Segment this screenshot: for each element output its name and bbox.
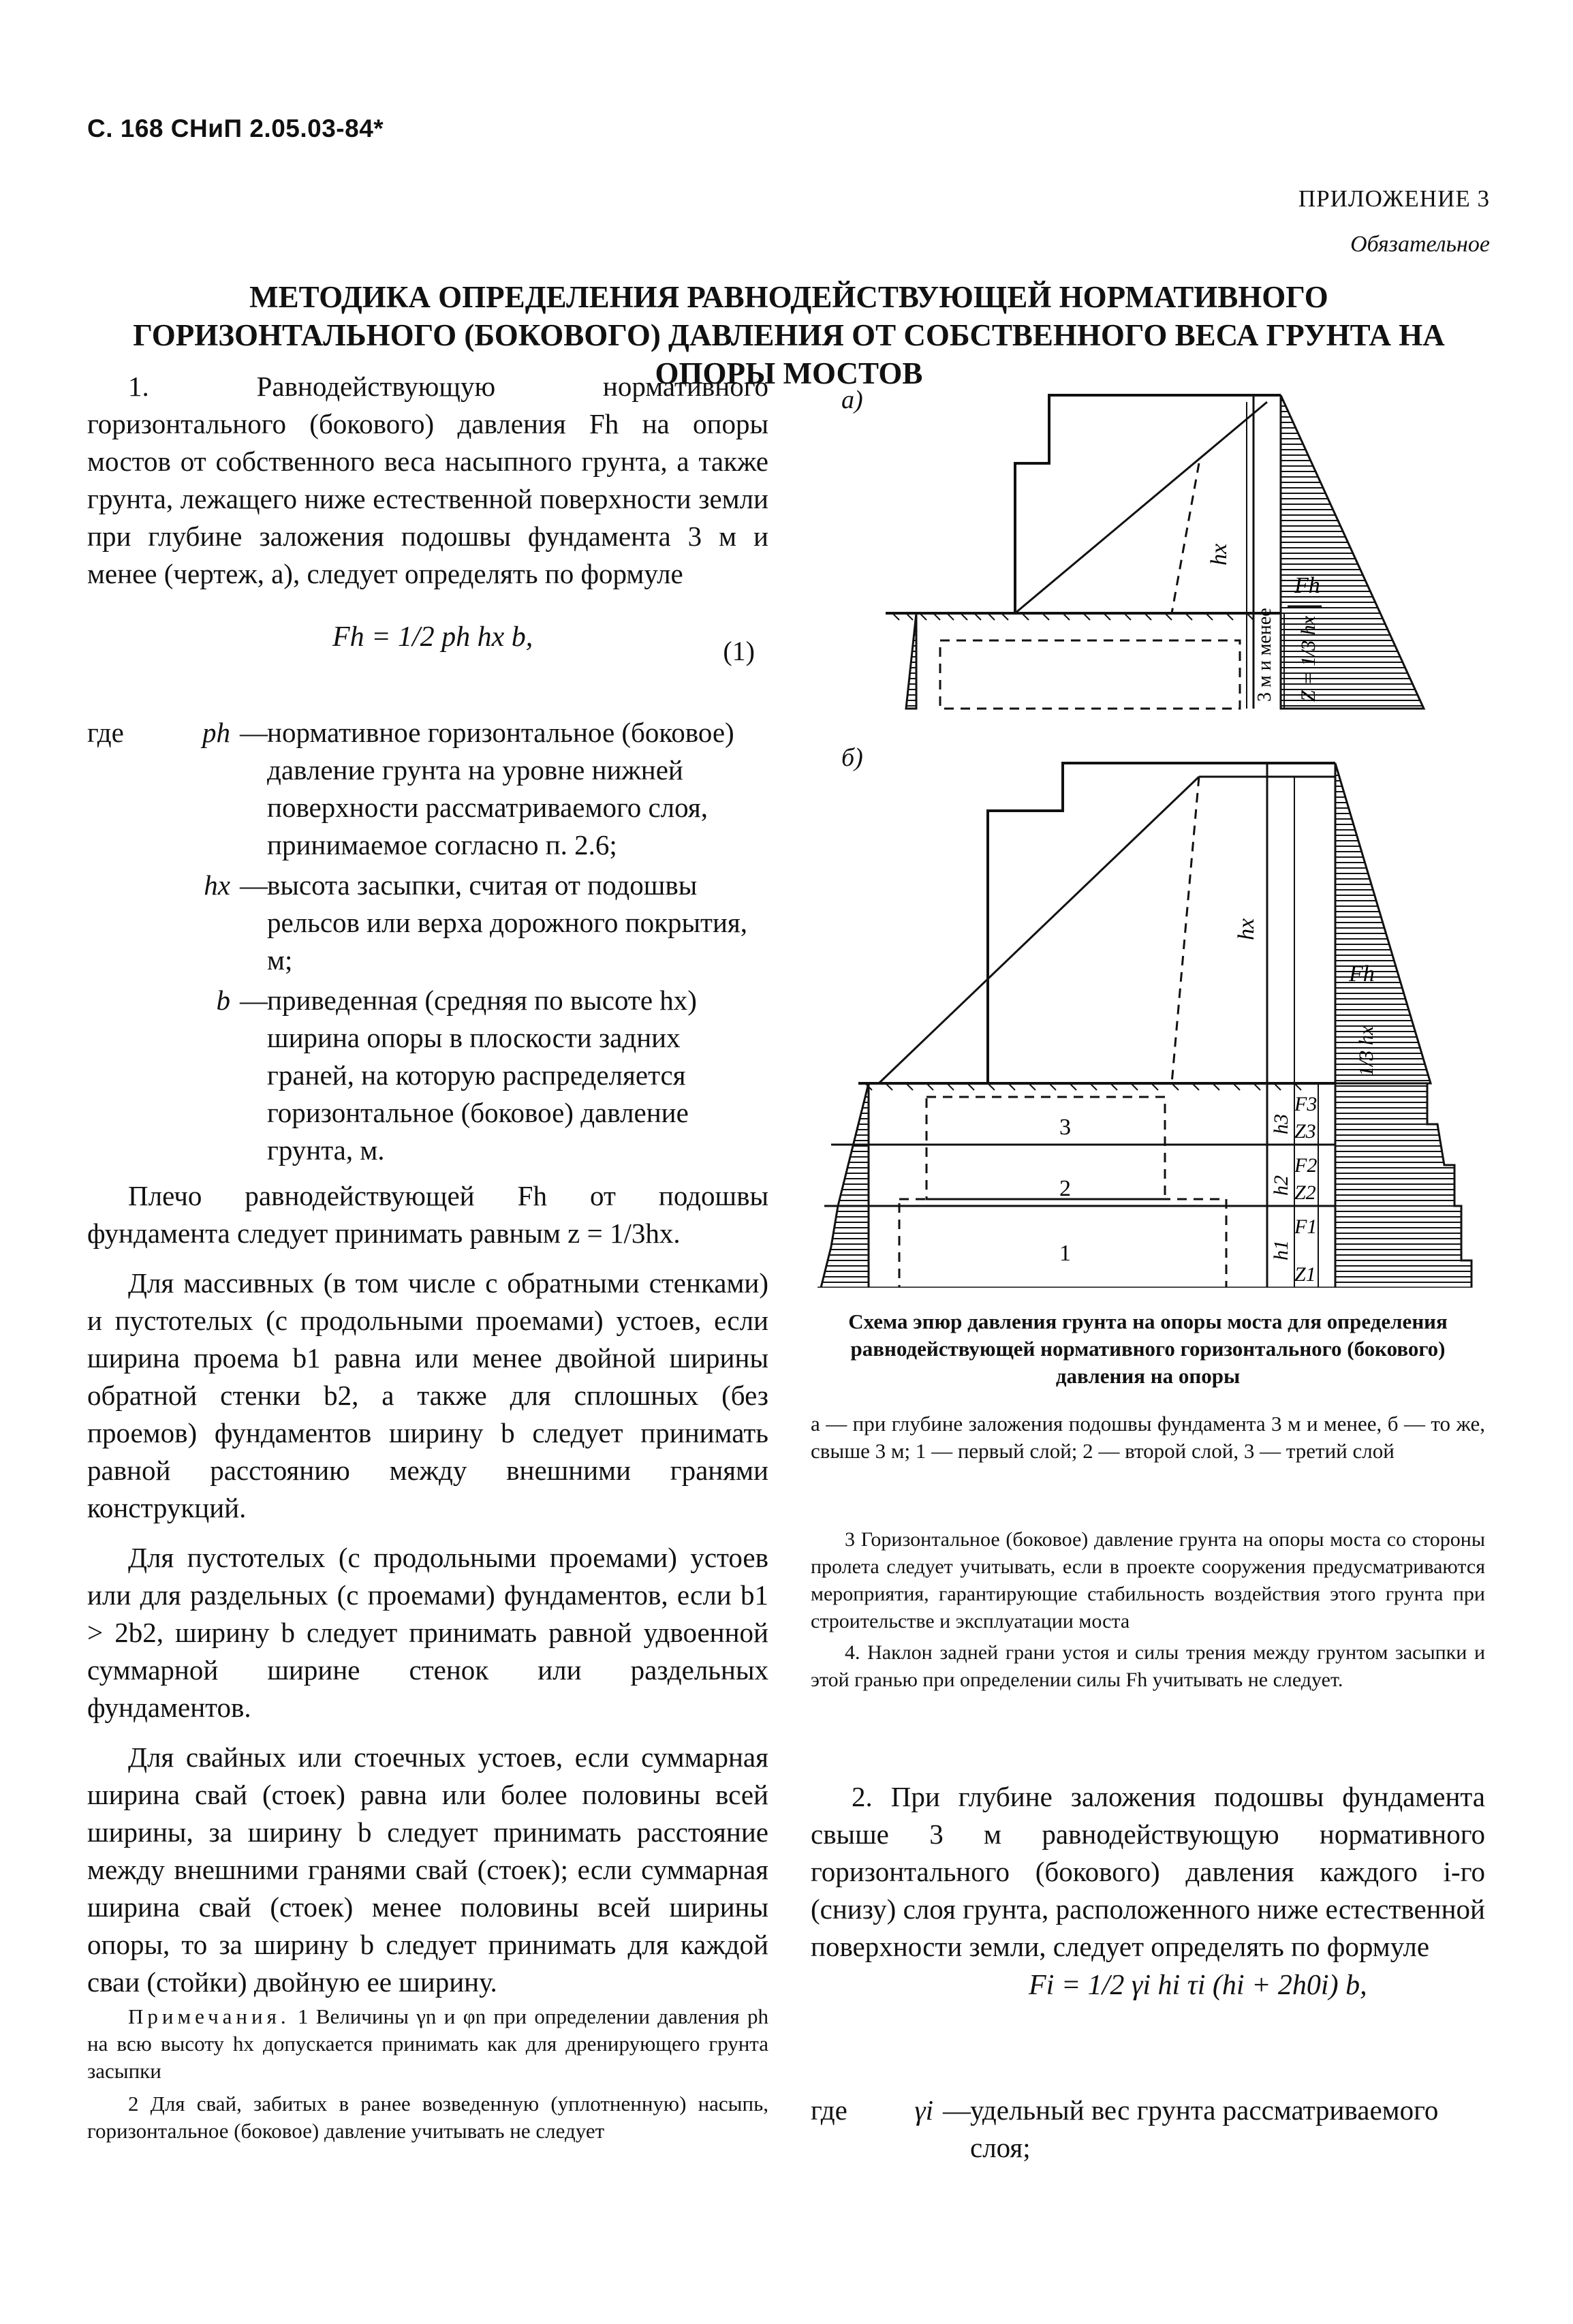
- label-layer-3: 3: [1059, 1115, 1071, 1140]
- formula-1-number: (1): [723, 636, 755, 666]
- definition-text: нормативное горизонтальное (боковое) давление грунта на уровне нижней поверхности рассматриваемого слоя, принимаемое согласно п. 2.6;: [267, 717, 734, 861]
- definition-text: удельный вес грунта рассматриваемого слоя;: [970, 2094, 1439, 2163]
- paragraph-1: 1. Равнодействующую нормативного горизонтального (бокового) давления Fh на опоры мостов от собственного веса насыпного грунта, а также грунта, лежащего ниже естественной поверхности земли при глубине заложения подошвы фундамента 3 м и менее (чертеж, а), следует определять по формуле: [87, 371, 768, 589]
- note-4: 4. Наклон задней грани устоя и силы трения между грунтом засыпки и этой гранью при определении силы Fh учитывать не следует.: [811, 1641, 1485, 1691]
- paragraph-3: Для массивных (в том числе с обратными стенками) и пустотелых (с продольными проемами) устоев, если ширина проема b1 равна или менее двойной ширины обратной стенки b2, а также для сплошных (без проемов) фундаментов ширину b следует принимать равной расстоянию между внешними гранями конструкций.: [87, 1267, 768, 1523]
- label-f3: F3: [1294, 1093, 1318, 1115]
- page-header: С. 168 СНиП 2.05.03-84*: [87, 114, 384, 142]
- label-fh-b: Fh: [1349, 961, 1375, 987]
- paragraph-4: Для пустотелых (с продольными проемами) устоев или для раздельных (с проемами) фундаментов, если b1 > 2b2, ширину b следует принимать равной удвоенной суммарной ширине стенок или раздельных фундаментов.: [87, 1542, 768, 1723]
- where-label: где: [811, 2094, 847, 2126]
- label-z1: Z1: [1294, 1263, 1316, 1286]
- label-layer-1: 1: [1059, 1241, 1071, 1266]
- appendix-label: ПРИЛОЖЕНИЕ 3: [1298, 185, 1490, 212]
- paragraph-2: Плечо равнодействующей Fh от подошвы фундамента следует принимать равным z = 1/3hx.: [87, 1180, 768, 1249]
- paragraph-section-2: 2. При глубине заложения подошвы фундамента свыше 3 м равнодействующую нормативного горизонтального (бокового) давления каждого i-го (снизу) слоя грунта, расположенного ниже естественной поверхности земли, следует определять по формуле: [811, 1781, 1485, 1962]
- figure-b-diagram: [817, 756, 1485, 1288]
- definition-dash: —: [240, 869, 268, 901]
- definition-item: [87, 982, 768, 1169]
- definition-symbol: ph: [202, 717, 230, 748]
- formula-1-expression: Fh = 1/2 ph hx b,: [332, 621, 533, 653]
- label-f1: F1: [1294, 1215, 1318, 1238]
- label-hx-b: hx: [1234, 918, 1259, 940]
- figure-a-label: а): [841, 386, 863, 414]
- definition-text: приведенная (средняя по высоте hx) ширина опоры в плоскости задних граней, на которую распределяется горизонтальное (боковое) давление грунта, м.: [267, 985, 697, 1166]
- label-fh-a: Fh: [1294, 573, 1320, 598]
- definition-symbol: hx: [204, 869, 230, 901]
- figure-caption: Схема эпюр давления грунта на опоры моста для определения равнодействующей нормативного горизонтального (бокового) давления на опоры: [848, 1310, 1448, 1388]
- definition-item: [87, 714, 768, 864]
- definitions-list: [87, 714, 768, 1169]
- appendix-status: Обязательное: [1350, 232, 1490, 257]
- figure-b-label: б): [841, 743, 863, 772]
- label-h1: h1: [1270, 1240, 1292, 1260]
- left-column: [87, 368, 768, 2013]
- label-depth-a: 3 м и менее: [1254, 608, 1275, 702]
- note-1: [87, 2003, 768, 2085]
- figure-a-diagram: [886, 382, 1485, 722]
- label-layer-2: 2: [1059, 1176, 1071, 1201]
- document-title: МЕТОДИКА ОПРЕДЕЛЕНИЯ РАВНОДЕЙСТВУЮЩЕЙ НОРМАТИВНОГО ГОРИЗОНТАЛЬНОГО (БОКОВОГО) ДАВЛЕНИЯ ОТ СОБСТВЕННОГО ВЕСА ГРУНТА НА ОПОРЫ МОСТОВ: [133, 280, 1445, 390]
- label-one-third: 1/3 hx: [1355, 1025, 1377, 1076]
- section-2: [811, 1778, 1485, 1966]
- label-h3: h3: [1270, 1114, 1292, 1134]
- formula-2: Fi = 1/2 γi hi τi (hi + 2h0i) b,: [1029, 1970, 1367, 2001]
- definition-dash: —: [240, 985, 268, 1016]
- definitions-list-2: [811, 2092, 1485, 2169]
- note-2: 2 Для свай, забитых в ранее возведенную (уплотненную) насыпь, горизонтальное (боковое) давление учитывать не следует: [87, 2092, 768, 2143]
- label-h2: h2: [1270, 1175, 1292, 1196]
- paragraph-5: Для свайных или стоечных устоев, если суммарная ширина свай (стоек) равна или более половины всей ширины, за ширину b следует принимать расстояние между внешними гранями свай (стоек); если суммарная ширина свай (стоек) менее половины всей ширины опоры, то за ширину b следует принимать для каждой сваи (стойки) двойную ее ширину.: [87, 1741, 768, 1998]
- definition-item: [87, 867, 768, 979]
- notes-right: [811, 1526, 1485, 1698]
- label-z3: Z3: [1294, 1120, 1316, 1143]
- definition-dash: —: [943, 2094, 971, 2126]
- definition-symbol: b: [216, 985, 230, 1016]
- note-1-text: 1 Величины γn и φn при определении давления ph на всю высоту hx допускается принимать как для дренирующего грунта засыпки: [87, 2004, 769, 2083]
- label-f2: F2: [1294, 1154, 1318, 1177]
- notes-left: [87, 2003, 768, 2150]
- label-z2: Z2: [1294, 1181, 1316, 1204]
- figure-legend: а — при глубине заложения подошвы фундамента 3 м и менее, б — то же, свыше 3 м; 1 — первый слой; 2 — второй слой, 3 — третий слой: [811, 1412, 1485, 1463]
- where-label: где: [87, 717, 124, 748]
- notes-label: Примечания.: [128, 2004, 290, 2028]
- label-z-a: Z = 1/3 hx: [1297, 615, 1320, 702]
- definition-text: высота засыпки, считая от подошвы рельсов или верха дорожного покрытия, м;: [267, 869, 748, 976]
- label-hx-a: hx: [1206, 543, 1232, 565]
- note-3: 3 Горизонтальное (боковое) давление грунта на опоры моста со стороны пролета следует учитывать, если в проекте сооружения предусматриваются мероприятия, гарантирующие стабильность воздействия этого грунта при строительстве и эксплуатации моста: [811, 1528, 1485, 1632]
- definition-dash: —: [240, 717, 268, 748]
- definition-symbol: γi: [914, 2094, 933, 2126]
- formula-1: [87, 605, 768, 707]
- definition-item: [811, 2092, 1485, 2167]
